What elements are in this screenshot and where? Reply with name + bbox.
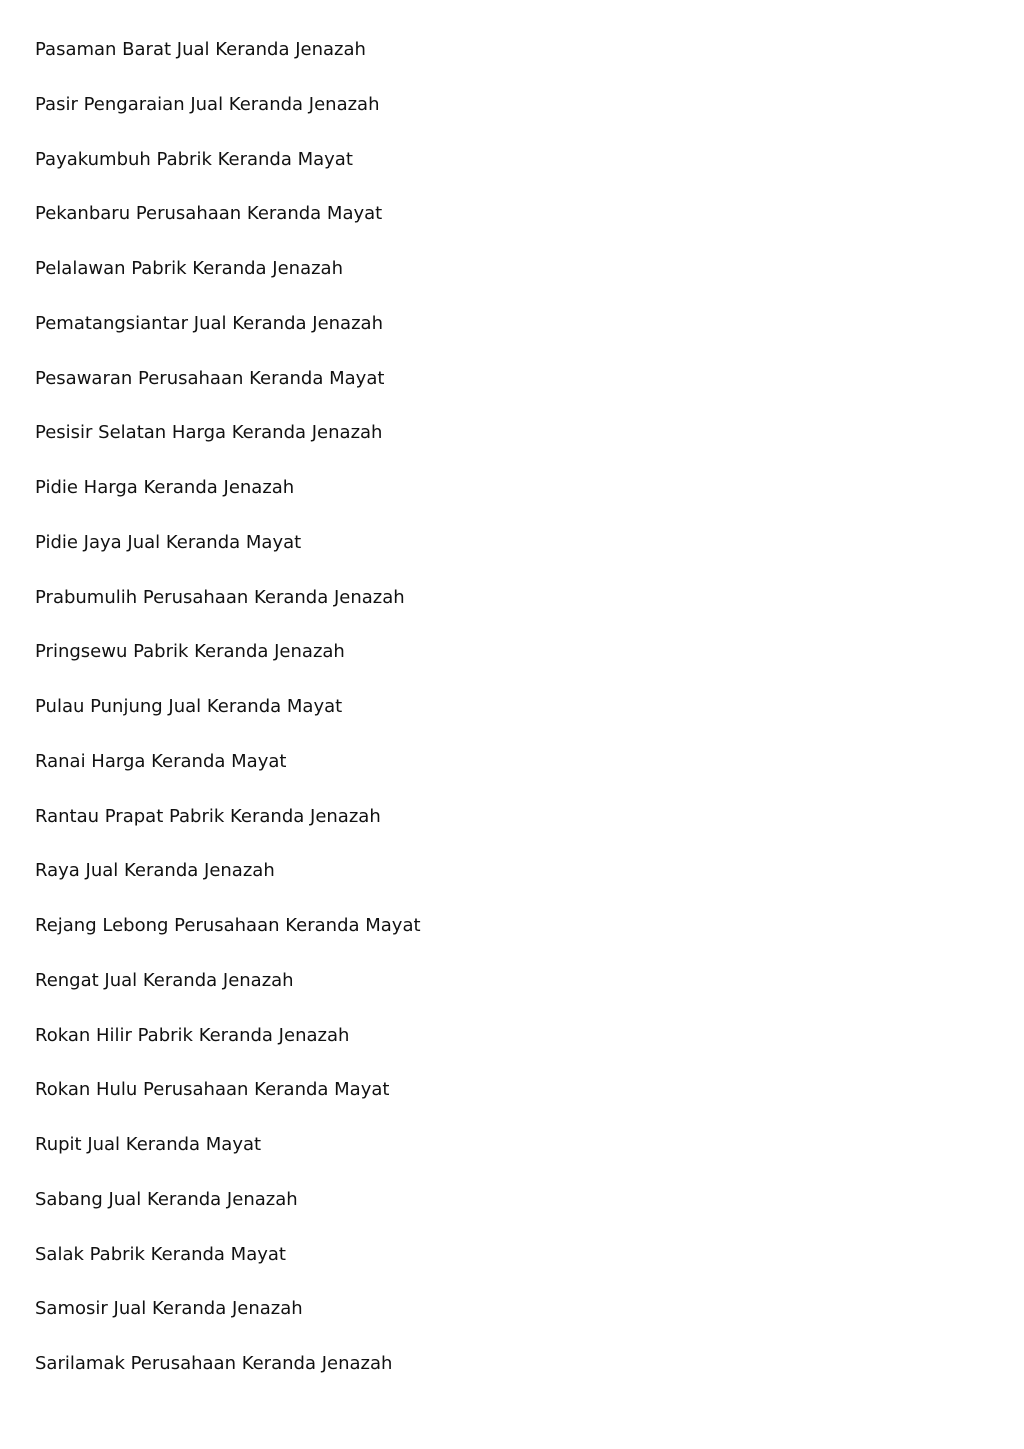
text-line: Payakumbuh Pabrik Keranda Mayat <box>35 148 353 170</box>
text-line: Samosir Jual Keranda Jenazah <box>35 1298 303 1320</box>
text-line: Pidie Jaya Jual Keranda Mayat <box>35 531 302 553</box>
text-line: Ranai Harga Keranda Mayat <box>35 750 287 772</box>
text-line: Rokan Hulu Perusahaan Keranda Mayat <box>35 1079 390 1101</box>
text-line: Rejang Lebong Perusahaan Keranda Mayat <box>35 915 421 936</box>
text-line: Pasir Pengaraian Jual Keranda Jenazah <box>35 93 380 115</box>
text-line: Rengat Jual Keranda Jenazah <box>35 969 294 991</box>
text-line: Rokan Hilir Pabrik Keranda Jenazah <box>35 1024 350 1046</box>
text-line: Pesawaran Perusahaan Keranda Mayat <box>35 367 385 389</box>
text-line: Pekanbaru Perusahaan Keranda Mayat <box>35 203 383 225</box>
text-line: Pringsewu Pabrik Keranda Jenazah <box>35 641 345 663</box>
text-line: Sarilamak Perusahaan Keranda Jenazah <box>35 1353 393 1374</box>
text-line: Rupit Jual Keranda Mayat <box>35 1134 262 1155</box>
text-line: Pelalawan Pabrik Keranda Jenazah <box>35 258 343 279</box>
text-line: Pidie Harga Keranda Jenazah <box>35 477 295 498</box>
text-line: Pesisir Selatan Harga Keranda Jenazah <box>35 422 383 444</box>
text-line: Raya Jual Keranda Jenazah <box>35 860 275 882</box>
text-line: Sabang Jual Keranda Jenazah <box>35 1188 298 1210</box>
text-line: Salak Pabrik Keranda Mayat <box>35 1243 286 1265</box>
text-line: Prabumulih Perusahaan Keranda Jenazah <box>35 586 405 608</box>
text-line-list <box>35 36 421 1405</box>
text-line: Pematangsiantar Jual Keranda Jenazah <box>35 312 383 334</box>
text-line: Rantau Prapat Pabrik Keranda Jenazah <box>35 805 381 827</box>
text-line: Pulau Punjung Jual Keranda Mayat <box>35 696 343 717</box>
text-line: Pasaman Barat Jual Keranda Jenazah <box>35 39 366 60</box>
